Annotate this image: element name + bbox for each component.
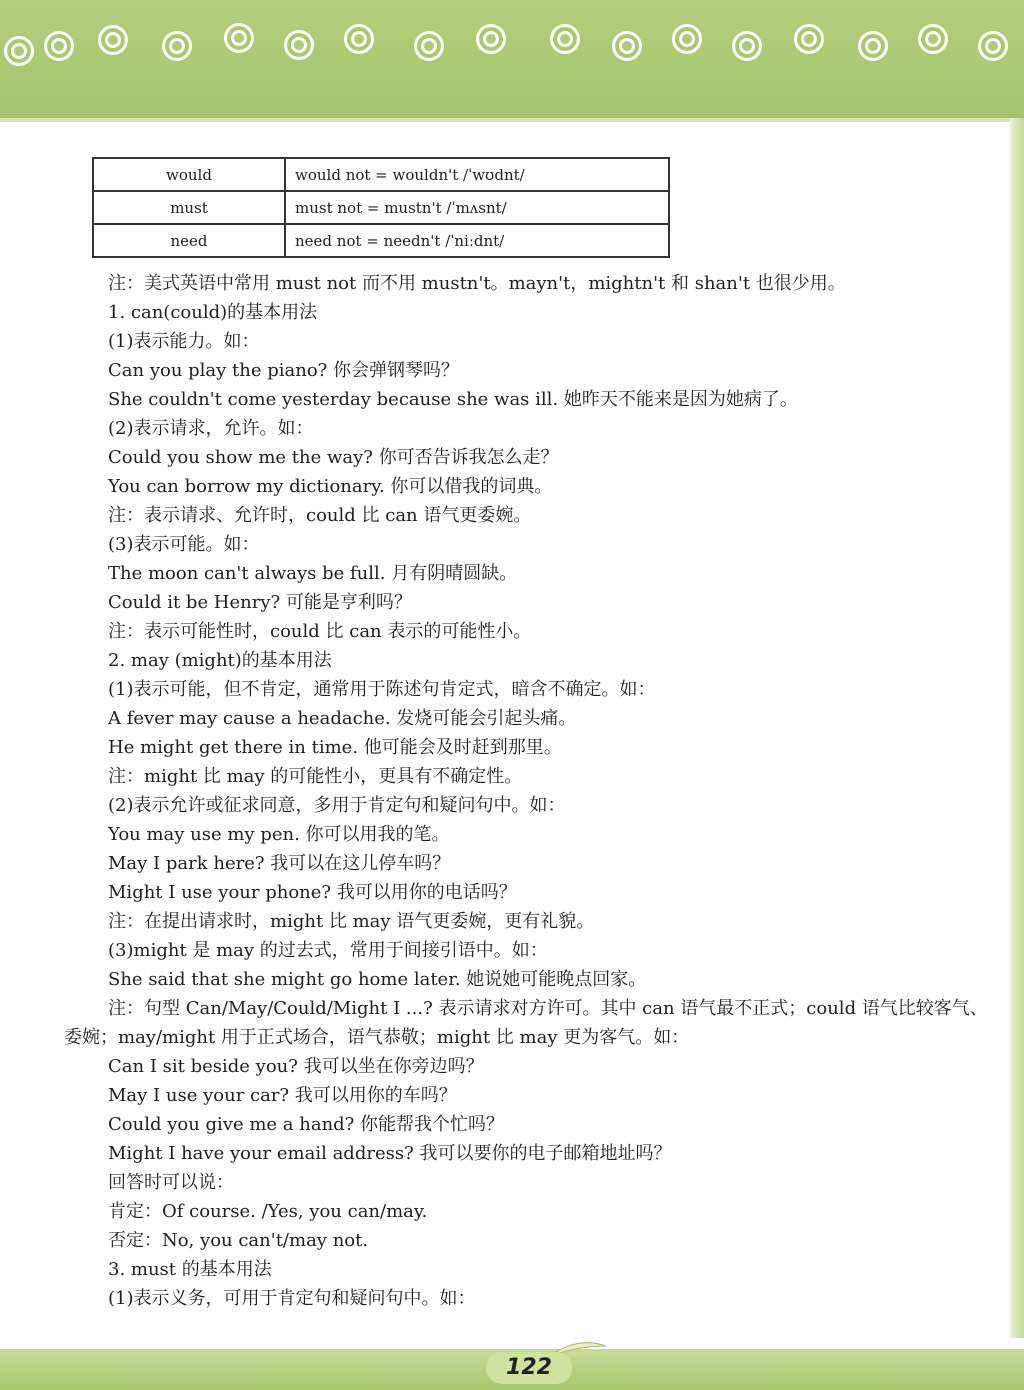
example-line: You can borrow my dictionary. 你可以借我的词典。 [108, 476, 553, 497]
ring-icon [672, 24, 702, 54]
ring-icon [344, 24, 374, 54]
table-cell-verb: must [93, 191, 285, 224]
example-line: Could you show me the way? 你可否告诉我怎么走？ [108, 447, 559, 468]
note-line: 注：表示可能性时，could 比 can 表示的可能性小。 [108, 621, 532, 642]
subheading: (2)表示允许或征求同意，多用于肯定句和疑问句中。如： [108, 795, 566, 816]
example-line: Can I sit beside you? 我可以坐在你旁边吗？ [108, 1056, 484, 1077]
example-line: May I use your car? 我可以用你的车吗？ [108, 1085, 457, 1106]
subheading: (1)表示义务，可用于肯定句和疑问句中。如： [108, 1288, 476, 1309]
note-paragraph: 注：句型 Can/May/Could/Might I ...? 表示请求对方许可。其中 can 语气最不正式；could 语气比较客气、委婉；may/might 用于正式场合，语气恭敬；might 比 may 更为客气。如： [64, 998, 988, 1048]
example-line: May I park here? 我可以在这儿停车吗？ [108, 853, 451, 874]
ring-icon [476, 24, 506, 54]
example-line: Might I use your phone? 我可以用你的电话吗？ [108, 882, 517, 903]
grammar-content [64, 269, 994, 1313]
answer-line: 否定：No, you can't/may not. [108, 1230, 369, 1251]
table-row [93, 158, 669, 191]
table-row [93, 224, 669, 257]
subheading: (1)表示可能，但不肯定，通常用于陈述句肯定式，暗含不确定。如： [108, 679, 656, 700]
ring-icon [858, 31, 888, 61]
ring-icon [732, 31, 762, 61]
table-cell-verb: would [93, 158, 285, 191]
ring-icon [4, 36, 34, 66]
table-cell-negative: must not = mustn't /ˈmʌsnt/ [285, 191, 669, 224]
note-line: 注：美式英语中常用 must not 而不用 mustn't。mayn't，mightn't 和 shan't 也很少用。 [108, 273, 846, 294]
subheading: (3)表示可能。如： [108, 534, 260, 555]
example-line: The moon can't always be full. 月有阴晴圆缺。 [108, 563, 518, 584]
ring-icon [794, 24, 824, 54]
example-line: Might I have your email address? 我可以要你的电子邮箱地址吗？ [108, 1143, 672, 1164]
page-number: 122 [486, 1352, 572, 1384]
ring-icon [550, 24, 580, 54]
ring-icon [44, 31, 74, 61]
example-line: She said that she might go home later. 她说她可能晚点回家。 [108, 969, 647, 990]
answer-intro: 回答时可以说： [108, 1172, 234, 1193]
example-line: He might get there in time. 他可能会及时赶到那里。 [108, 737, 562, 758]
note-line: 注：在提出请求时，might 比 may 语气更委婉，更有礼貌。 [108, 911, 595, 932]
ring-icon [414, 31, 444, 61]
header-band [0, 0, 1024, 122]
note-line: 注：might 比 may 的可能性小，更具有不确定性。 [108, 766, 523, 787]
answer-line: 肯定：Of course. /Yes, you can/may. [108, 1201, 428, 1222]
ring-icon [98, 25, 128, 55]
ring-icon [162, 31, 192, 61]
example-line: Could you give me a hand? 你能帮我个忙吗？ [108, 1114, 505, 1135]
modal-verb-table [92, 157, 670, 258]
table-cell-negative: need not = needn't /ˈniːdnt/ [285, 224, 669, 257]
example-line: She couldn't come yesterday because she was ill. 她昨天不能来是因为她病了。 [108, 389, 798, 410]
ring-icon [978, 31, 1008, 61]
table-cell-verb: need [93, 224, 285, 257]
example-line: Can you play the piano? 你会弹钢琴吗？ [108, 360, 460, 381]
ring-icon [918, 24, 948, 54]
subheading: (2)表示请求，允许。如： [108, 418, 314, 439]
section-heading: 2. may (might)的基本用法 [108, 650, 332, 671]
subheading: (3)might 是 may 的过去式，常用于间接引语中。如： [108, 940, 548, 961]
section-heading: 1. can(could)的基本用法 [108, 302, 318, 323]
table-cell-negative: would not = wouldn't /ˈwʊdnt/ [285, 158, 669, 191]
ring-icon [224, 23, 254, 53]
ring-icon [612, 31, 642, 61]
example-line: Could it be Henry? 可能是亨利吗？ [108, 592, 412, 613]
table-row [93, 191, 669, 224]
note-line: 注：表示请求、允许时，could 比 can 语气更委婉。 [108, 505, 532, 526]
example-line: You may use my pen. 你可以用我的笔。 [108, 824, 450, 845]
subheading: (1)表示能力。如： [108, 331, 260, 352]
circle-decoration-row [0, 0, 1024, 118]
section-heading: 3. must 的基本用法 [108, 1259, 272, 1280]
ring-icon [284, 30, 314, 60]
example-line: A fever may cause a headache. 发烧可能会引起头痛。 [108, 708, 577, 729]
page-edge-shadow [1010, 118, 1024, 1338]
